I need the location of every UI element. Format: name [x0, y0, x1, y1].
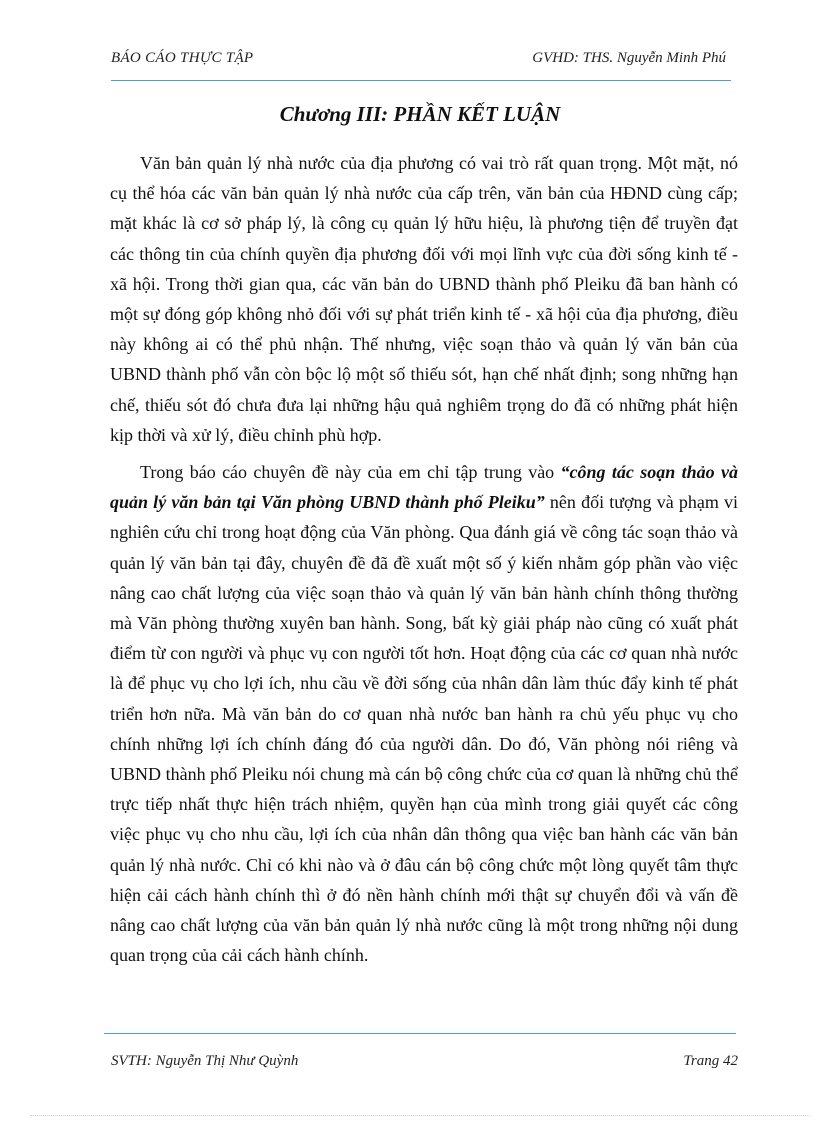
header-report-title: BÁO CÁO THỰC TẬP [111, 50, 254, 66]
header-supervisor: GVHD: THS. Nguyễn Minh Phú [532, 50, 726, 66]
footer-student: SVTH: Nguyễn Thị Như Quỳnh [111, 1053, 299, 1069]
paragraph-1 [110, 148, 738, 450]
page-header [111, 50, 726, 76]
paragraph-2-text [110, 457, 738, 970]
footer-divider [104, 1033, 736, 1034]
paragraph-1-text: Văn bản quản lý nhà nước của địa phương có vai trò rất quan trọng. Một mặt, nó cụ thể hóa các văn bản quản lý nhà nước của cấp trên, văn bản của HĐND cùng cấp; mặt khác là cơ sở pháp lý, là công cụ quản lý hữu hiệu, là phương tiện để truyền đạt các thông tin của chính quyền địa phương đối với mọi lĩnh vực của đời sống kinh tế - xã hội. Trong thời gian qua, các văn bản do UBND thành phố Pleiku đã ban hành có một sự đóng góp không nhỏ đối với sự phát triển kinh tế - xã hội của địa phương, điều này không ai có thể phủ nhận. Thế nhưng, việc soạn thảo và quản lý văn bản của UBND thành phố vẫn còn bộc lộ một số thiếu sót, hạn chế nhất định; song những hạn chế, thiếu sót đó chưa đưa lại những hậu quả nghiêm trọng do đã có những phát hiện kịp thời và xử lý, điều chỉnh phù hợp. [110, 153, 738, 445]
paragraph-2 [110, 457, 738, 970]
paragraph-2-intro: Trong báo cáo chuyên đề này của em chỉ tập trung vào [140, 462, 561, 482]
footer-page-number: Trang 42 [683, 1053, 738, 1069]
page-footer [111, 1053, 738, 1077]
paragraph-2-rest: nên đối tượng và phạm vi nghiên cứu chỉ trong hoạt động của Văn phòng. Qua đánh giá về công tác soạn thảo và quản lý văn bản tại đây, chuyên đề đã đề xuất một số ý kiến nhằm góp phần vào việc nâng cao chất lượng của việc soạn thảo và quản lý văn bản hành chính thông thường mà Văn phòng thường xuyên ban hành. Song, bất kỳ giải pháp nào cũng có xuất phát điểm từ con người và phục vụ con người tốt hơn. Hoạt động của các cơ quan nhà nước là để phục vụ cho lợi ích, nhu cầu về đời sống của nhân dân làm thúc đẩy kinh tế phát triển hơn nữa. Mà văn bản do cơ quan nhà nước ban hành ra chủ yếu phục vụ cho chính những lợi ích chính đáng đó của người dân. Do đó, Văn phòng nói riêng và UBND thành phố Pleiku nói chung mà cán bộ công chức của cơ quan là những chủ thể trực tiếp nhất thực hiện trách nhiệm, quyền hạn của mình trong giải quyết các công việc phục vụ cho nhu cầu, lợi ích của nhân dân thông qua việc ban hành các văn bản quản lý nhà nước. Chỉ có khi nào và ở đâu cán bộ công chức một lòng quyết tâm thực hiện cải cách hành chính thì ở đó nền hành chính mới thật sự chuyển đổi và vấn đề nâng cao chất lượng của văn bản quản lý nhà nước cũng là một trong những nội dung quan trọng của cải cách hành chính. [110, 492, 739, 966]
paragraph-2-emphasis: “công tác soạn thảo và quản lý văn bản tại Văn phòng UBND thành phố Pleiku” [110, 462, 738, 513]
header-divider [111, 80, 731, 81]
chapter-title: Chương III: PHẦN KẾT LUẬN [279, 102, 561, 126]
page-bottom-edge [30, 1115, 810, 1116]
